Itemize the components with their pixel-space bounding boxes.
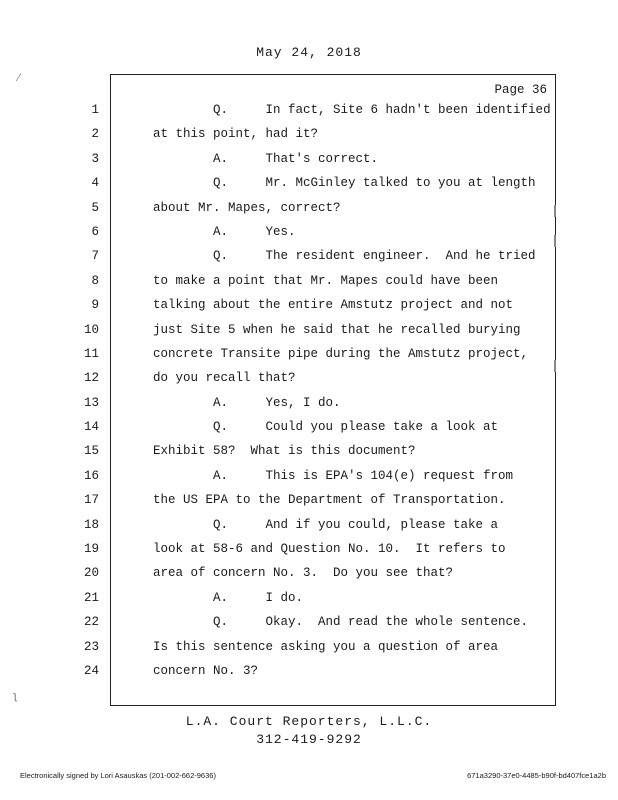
- transcript-line: [91, 196, 555, 220]
- line-text: A. Yes.: [153, 224, 296, 239]
- line-text: concrete Transite pipe during the Amstutz project,: [153, 346, 529, 361]
- transcript-line: [91, 244, 555, 268]
- line-text: A. I do.: [153, 590, 304, 605]
- line-text: talking about the entire Amstutz project and not: [153, 298, 514, 313]
- margin-mark: [554, 360, 556, 372]
- transcript-line: [83, 342, 555, 366]
- transcript-line: [83, 635, 555, 659]
- line-text: Q. In fact, Site 6 hadn't been identified: [153, 103, 551, 117]
- line-number: 13: [83, 395, 99, 410]
- line-text: at this point, had it?: [153, 127, 319, 142]
- line-number: 12: [83, 371, 99, 386]
- line-text: Exhibit 58? What is this document?: [153, 444, 416, 459]
- transcript-line: [91, 98, 555, 122]
- line-number: 21: [83, 590, 99, 605]
- transcript-line: [83, 488, 555, 512]
- line-number: 8: [91, 273, 99, 288]
- line-number: 10: [83, 322, 99, 337]
- header-date: May 24, 2018: [256, 45, 362, 60]
- line-number: 22: [83, 615, 99, 630]
- margin-mark: [554, 235, 556, 247]
- line-text: concern No. 3?: [153, 663, 259, 678]
- line-number: 23: [83, 639, 99, 654]
- margin-mark: [554, 205, 556, 217]
- footer-phone: 312-419-9292: [256, 732, 362, 747]
- line-number: 18: [83, 517, 99, 532]
- line-number: 6: [91, 224, 99, 239]
- transcript-line: [83, 391, 555, 415]
- line-number: 16: [83, 468, 99, 483]
- transcript-line: [83, 464, 555, 488]
- line-number: 19: [83, 542, 99, 557]
- line-text: the US EPA to the Department of Transportation.: [153, 493, 506, 508]
- page-number: Page 36: [494, 83, 547, 97]
- line-number: 9: [91, 298, 99, 313]
- transcript-line: [91, 269, 555, 293]
- line-text: look at 58-6 and Question No. 10. It refers to: [153, 542, 506, 557]
- transcript-line: [83, 415, 555, 439]
- transcript-line: [83, 439, 555, 463]
- line-text: do you recall that?: [153, 371, 296, 386]
- line-number: 7: [91, 249, 99, 264]
- line-text: A. This is EPA's 104(e) request from: [153, 468, 514, 483]
- transcript-line: [83, 586, 555, 610]
- transcript-lines: [83, 98, 555, 683]
- line-text: A. That's correct.: [153, 151, 379, 166]
- transcript-page: [83, 74, 556, 706]
- line-number: 15: [83, 444, 99, 459]
- line-text: A. Yes, I do.: [153, 395, 341, 410]
- line-text: area of concern No. 3. Do you see that?: [153, 566, 454, 581]
- line-number: 11: [83, 346, 99, 361]
- transcript-line: [83, 659, 555, 683]
- line-number: 24: [83, 663, 99, 678]
- line-text: about Mr. Mapes, correct?: [153, 200, 341, 215]
- transcript-line: [91, 147, 555, 171]
- line-text: Is this sentence asking you a question of area: [153, 639, 499, 654]
- line-number: 14: [83, 420, 99, 435]
- line-number: 1: [91, 103, 99, 117]
- line-text: to make a point that Mr. Mapes could have been: [153, 273, 499, 288]
- line-text: Q. And if you could, please take a: [153, 517, 499, 532]
- line-text: Q. Mr. McGinley talked to you at length: [153, 176, 536, 191]
- line-number: 2: [91, 127, 99, 142]
- transcript-line: [83, 610, 555, 634]
- line-number: 20: [83, 566, 99, 581]
- transcript-line: [91, 220, 555, 244]
- transcript-line: [83, 366, 555, 390]
- document-id: 671a3290-37e0-4485-b90f-bd407fce1a2b: [467, 771, 606, 780]
- scan-mark: ⁄: [18, 72, 20, 84]
- transcript-line: [91, 293, 555, 317]
- transcript-line: [83, 513, 555, 537]
- line-number: 5: [91, 200, 99, 215]
- transcript-line: [91, 171, 555, 195]
- line-text: Q. The resident engineer. And he tried: [153, 249, 536, 264]
- transcript-line: [91, 122, 555, 146]
- line-text: Q. Could you please take a look at: [153, 420, 499, 435]
- line-number: 3: [91, 151, 99, 166]
- transcript-line: [83, 318, 555, 342]
- esignature-text: Electronically signed by Lori Asauskas (201-002-662-9636): [20, 771, 216, 780]
- line-number: 17: [83, 493, 99, 508]
- line-number: 4: [91, 176, 99, 191]
- scan-mark: ʅ: [14, 690, 17, 702]
- transcript-line: [83, 537, 555, 561]
- transcript-line: [83, 561, 555, 585]
- line-text: just Site 5 when he said that he recalled burying: [153, 322, 521, 337]
- line-text: Q. Okay. And read the whole sentence.: [153, 615, 529, 630]
- footer-firm: L.A. Court Reporters, L.L.C.: [185, 714, 433, 729]
